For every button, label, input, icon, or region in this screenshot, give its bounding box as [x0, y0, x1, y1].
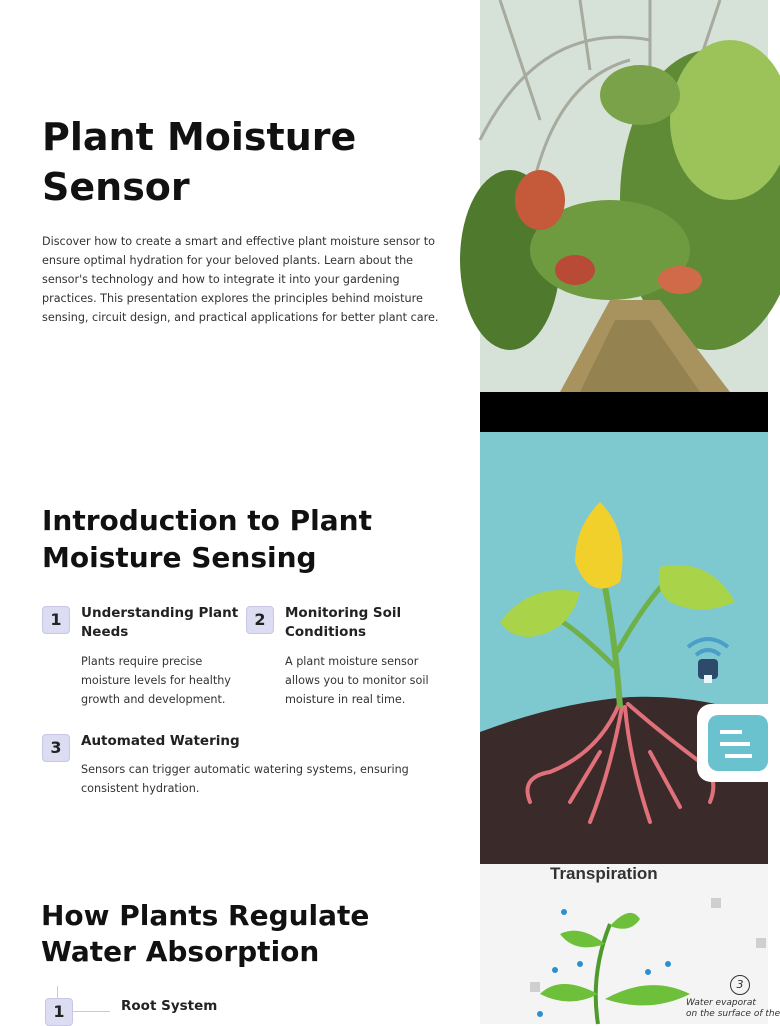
step-title: Understanding Plant Needs — [81, 605, 239, 640]
step-number-badge: 2 — [246, 606, 274, 634]
step-number-badge: 3 — [42, 734, 70, 762]
caption-line: on the surface of the — [686, 1009, 780, 1019]
step-number-badge: 1 — [42, 606, 70, 634]
slide-water-absorption — [0, 864, 780, 1024]
step-text: Plants require precise moisture levels for healthy growth and development. — [81, 655, 231, 706]
step-number-badge: 1 — [45, 998, 73, 1026]
step-connector-horizontal — [72, 1011, 110, 1012]
step-1 — [42, 606, 242, 716]
step-3 — [42, 734, 442, 804]
sprout-illustration-icon — [480, 432, 768, 864]
title-block — [42, 112, 442, 212]
transpiration-image — [480, 864, 780, 1024]
intro-description: Discover how to create a smart and effective plant moisture sensor to ensure optimal hydration for your beloved plants. Learn about the sensor's technology and how to integrate it into your gardening practices. This presentation explores the principles behind moisture sensing, circuit design, and practical applications for better plant care. — [42, 235, 439, 324]
step-title: Root System — [121, 998, 218, 1014]
intro-block — [42, 232, 442, 327]
step-title: Automated Watering — [81, 733, 240, 749]
image-title: Transpiration — [550, 864, 658, 883]
image-letterbox — [480, 392, 768, 432]
section-title: How Plants Regulate Water Absorption — [41, 899, 370, 968]
greenhouse-illustration-icon — [480, 0, 768, 392]
intro-title-block — [42, 502, 432, 576]
section-title: Introduction to Plant Moisture Sensing — [42, 504, 372, 574]
image-caption — [686, 998, 780, 1020]
page-title: Plant Moisture Sensor — [42, 115, 357, 209]
absorption-title-block — [41, 898, 431, 970]
image-step-marker: 3 — [730, 975, 750, 995]
step-2 — [246, 606, 446, 716]
greenhouse-image — [480, 0, 768, 392]
step-title: Monitoring Soil Conditions — [285, 605, 402, 640]
sprout-image — [480, 432, 768, 864]
caption-line: Water evaporat — [686, 998, 756, 1008]
step-text: Sensors can trigger automatic watering systems, ensuring consistent hydration. — [81, 763, 409, 795]
slide-introduction — [0, 432, 768, 864]
slide-title — [0, 0, 768, 432]
step-text: A plant moisture sensor allows you to monitor soil moisture in real time. — [285, 655, 429, 706]
